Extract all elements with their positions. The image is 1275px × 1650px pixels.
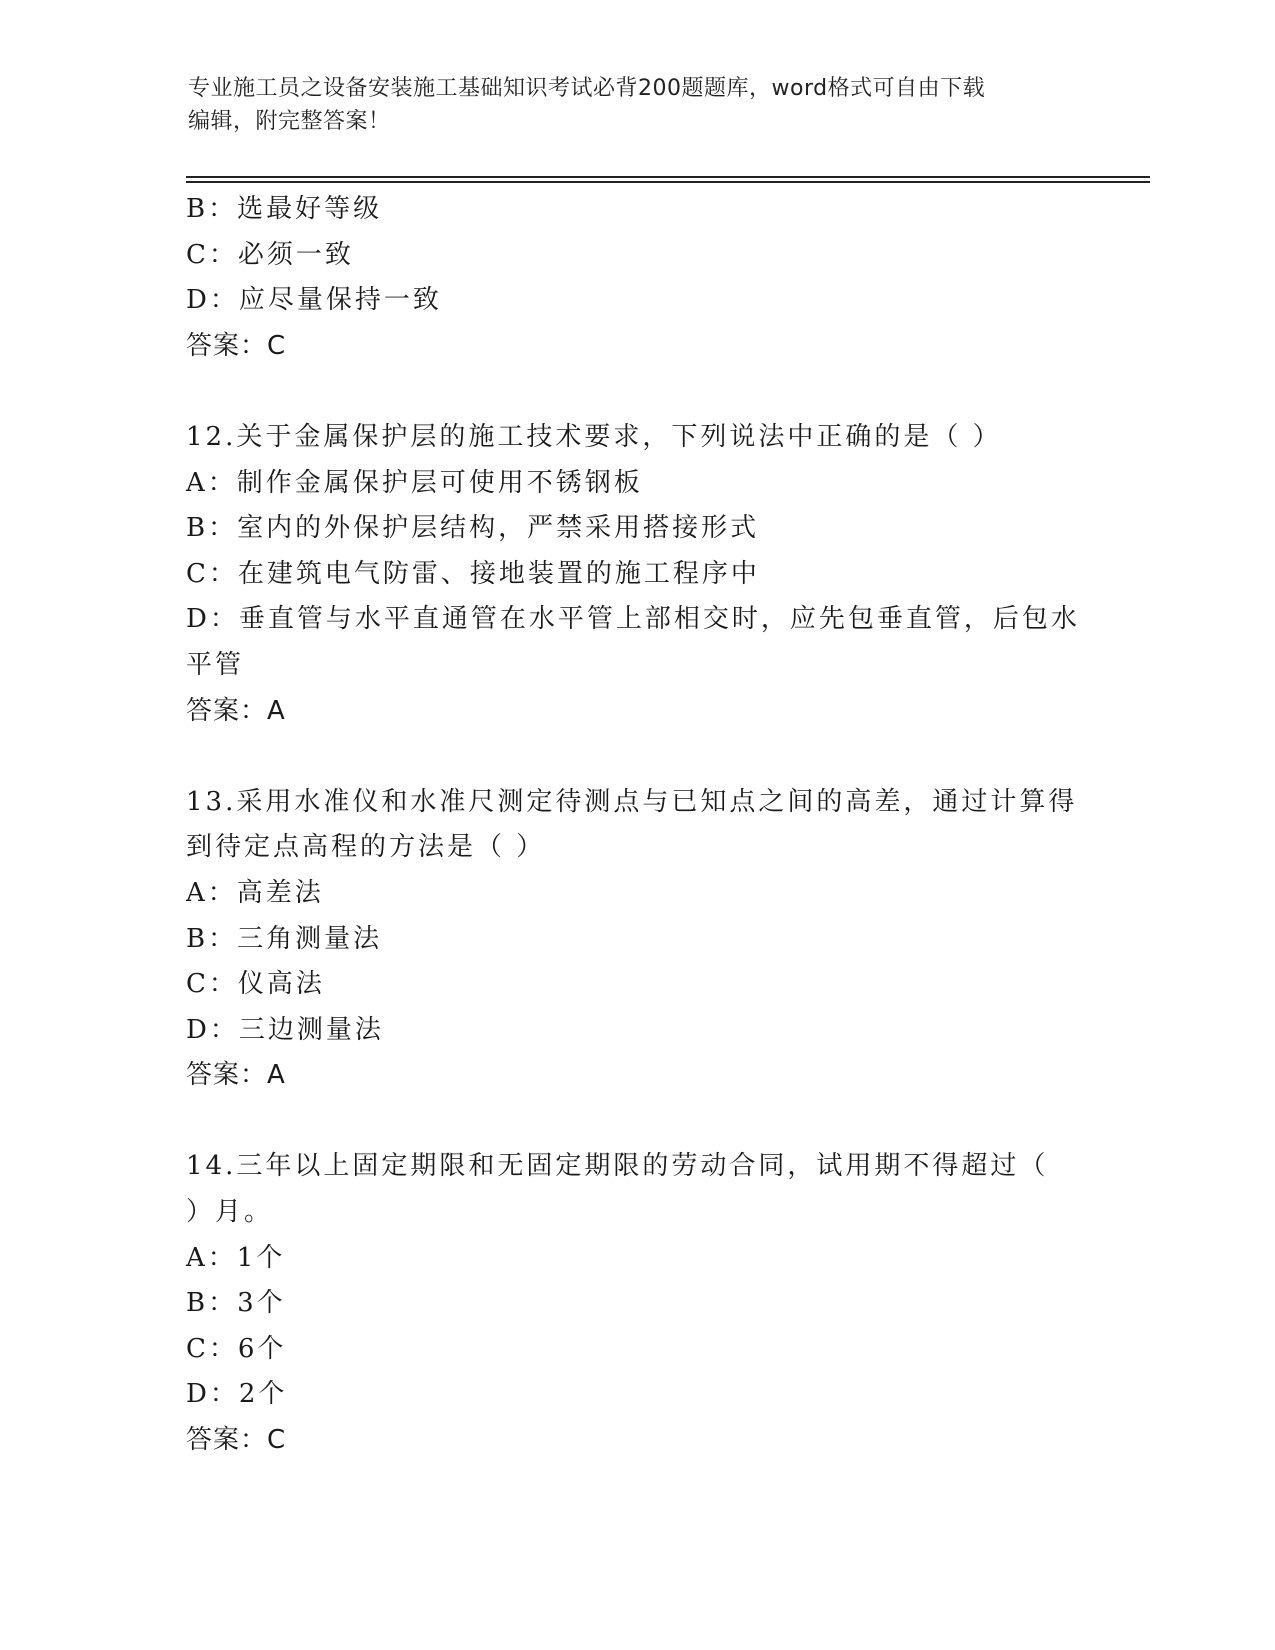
q12-option-a: A：制作金属保护层可使用不锈钢板 [186, 467, 643, 498]
q11-option-b: B：选最好等级 [186, 194, 383, 224]
question-13 [186, 780, 1086, 1099]
q14-stem-line-2: ）月。 [186, 1197, 274, 1228]
q12-option-c: C：在建筑电气防雷、接地装置的施工程序中 [186, 558, 760, 589]
question-list [186, 187, 1086, 1464]
q14-option-d: D：2个 [186, 1379, 288, 1410]
header-divider-top [186, 176, 1150, 178]
q13-option-a: A：高差法 [186, 877, 324, 908]
q12-option-b: B：室内的外保护层结构，严禁采用搭接形式 [186, 513, 760, 544]
q14-stem-line-1: 14.三年以上固定期限和无固定期限的劳动合同，试用期不得超过（ [186, 1151, 1049, 1182]
q13-stem-line-2: 到待定点高程的方法是（ ） [186, 832, 546, 863]
question-11-tail [186, 187, 1086, 369]
q14-option-c: C：6个 [186, 1333, 287, 1364]
q12-option-d-line-2: 平管 [186, 649, 245, 680]
header-divider-bottom [186, 181, 1150, 183]
q11-answer: 答案：C [186, 330, 287, 361]
q12-answer: 答案：A [186, 695, 286, 726]
q13-option-c: C：仪高法 [186, 969, 325, 1000]
spacer [186, 734, 1086, 780]
q13-stem-line-1: 13.采用水准仪和水准尺测定待测点与已知点之间的高差，通过计算得 [186, 786, 1078, 817]
header-title-line-1: 专业施工员之设备安装施工基础知识考试必背200题题库，word格式可自由下载 [188, 76, 986, 101]
q13-answer: 答案：A [186, 1060, 286, 1091]
page-header [188, 72, 1068, 138]
q11-option-d: D：应尽量保持一致 [186, 285, 442, 316]
q14-option-b: B：3个 [186, 1288, 286, 1319]
q14-answer: 答案：C [186, 1425, 287, 1456]
question-12 [186, 415, 1086, 734]
spacer [186, 369, 1086, 415]
q11-option-c: C：必须一致 [186, 239, 354, 270]
q12-option-d-line-1: D：垂直管与水平直通管在水平管上部相交时，应先包垂直管，后包水 [186, 604, 1080, 635]
question-14 [186, 1144, 1086, 1463]
header-title-line-2: 编辑，附完整答案！ [188, 109, 391, 134]
q14-option-a: A：1个 [186, 1242, 286, 1273]
spacer [186, 1099, 1086, 1145]
q13-option-d: D：三边测量法 [186, 1014, 384, 1045]
q13-option-b: B：三角测量法 [186, 923, 383, 954]
q12-stem: 12.关于金属保护层的施工技术要求，下列说法中正确的是（ ） [186, 421, 1002, 452]
